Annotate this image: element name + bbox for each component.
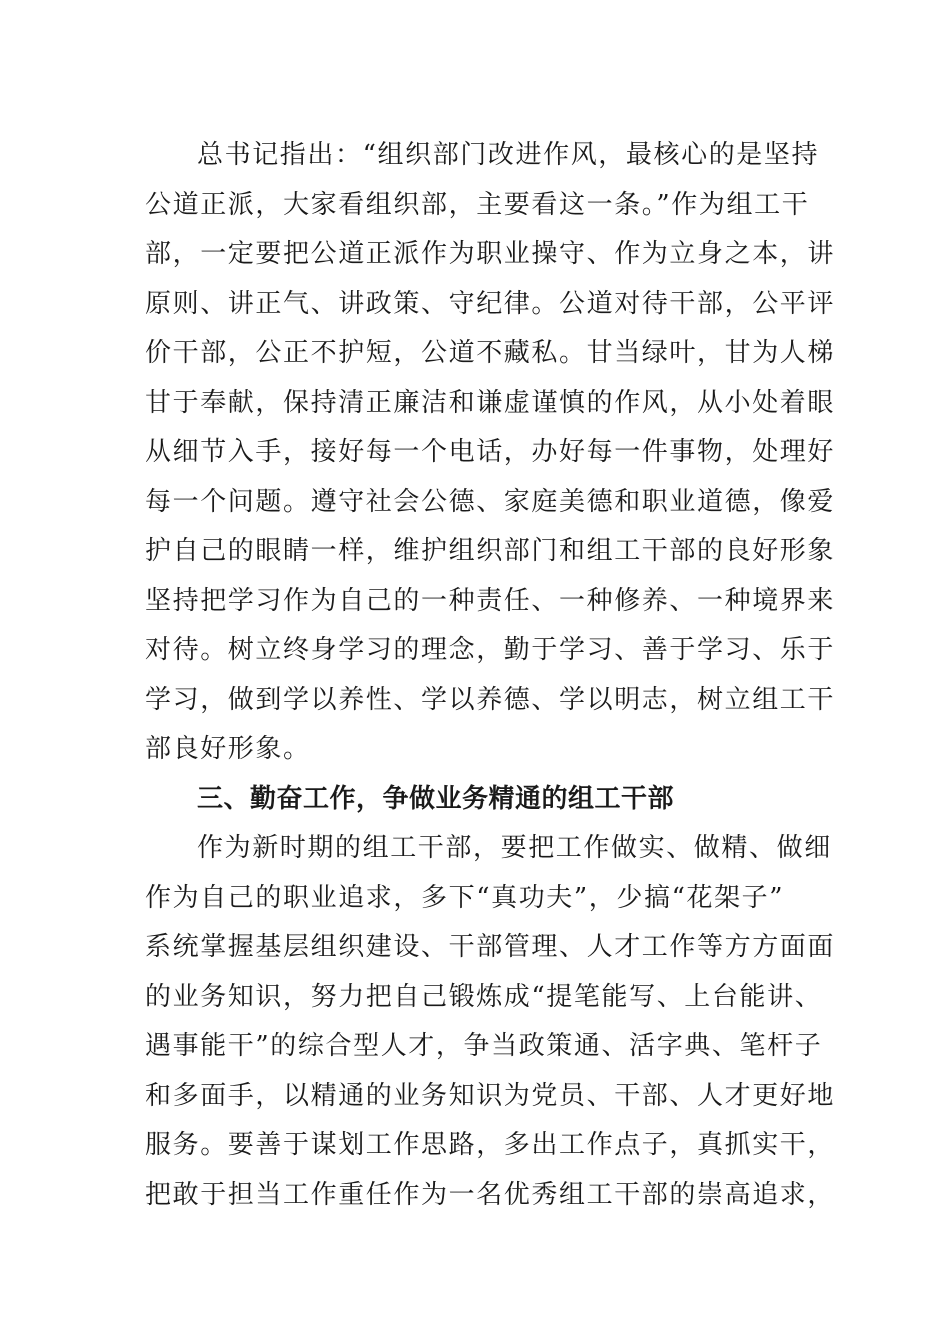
paragraph-line: 对待。树立终身学习的理念，勤于学习、善于学习、乐于 bbox=[145, 635, 836, 665]
paragraph-line: 作为新时期的组工干部，要把工作做实、做精、做细 bbox=[197, 833, 832, 863]
paragraph-line: 总书记指出：“组织部门改进作风，最核心的是坚持 bbox=[197, 140, 820, 170]
paragraph-line: 遇事能干”的综合型人才，争当政策通、活字典、笔杆子 bbox=[145, 1031, 823, 1061]
paragraph-line: 每一个问题。遵守社会公德、家庭美德和职业道德，像爱 bbox=[145, 487, 836, 517]
paragraph-line: 价干部，公正不护短，公道不藏私。甘当绿叶，甘为人梯 bbox=[145, 338, 836, 368]
paragraph-line: 部良好形象。 bbox=[145, 734, 311, 764]
paragraph-line: 和多面手，以精通的业务知识为党员、干部、人才更好地 bbox=[145, 1081, 836, 1111]
paragraph-line: 公道正派，大家看组织部，主要看这一条。”作为组工干 bbox=[145, 190, 810, 220]
body-text bbox=[145, 0, 836, 1344]
paragraph-line: 学习，做到学以养性、学以养德、学以明志，树立组工干 bbox=[145, 685, 836, 715]
paragraph-line: 把敢于担当工作重任作为一名优秀组工干部的崇高追求， bbox=[145, 1180, 836, 1210]
paragraph-line: 作为自己的职业追求，多下“真功夫”，少搞“花架子” bbox=[145, 883, 785, 913]
paragraph-line: 坚持把学习作为自己的一种责任、一种修养、一种境界来 bbox=[145, 586, 836, 616]
paragraph-line: 的业务知识，努力把自己锻炼成“提笔能写、上台能讲、 bbox=[145, 982, 823, 1012]
paragraph-line: 服务。要善于谋划工作思路，多出工作点子，真抓实干， bbox=[145, 1130, 836, 1160]
paragraph-line: 从细节入手，接好每一个电话，办好每一件事物，处理好 bbox=[145, 437, 836, 467]
paragraph-line: 原则、讲正气、讲政策、守纪律。公道对待干部，公平评 bbox=[145, 289, 836, 319]
paragraph-line: 护自己的眼睛一样，维护组织部门和组工干部的良好形象 bbox=[145, 536, 836, 566]
paragraph-line: 甘于奉献，保持清正廉洁和谦虚谨慎的作风，从小处着眼 bbox=[145, 388, 836, 418]
paragraph-line: 系统掌握基层组织建设、干部管理、人才工作等方方面面 bbox=[145, 932, 836, 962]
section-heading: 三、勤奋工作，争做业务精通的组工干部 bbox=[197, 784, 675, 814]
paragraph-line: 部，一定要把公道正派作为职业操守、作为立身之本，讲 bbox=[145, 239, 836, 269]
